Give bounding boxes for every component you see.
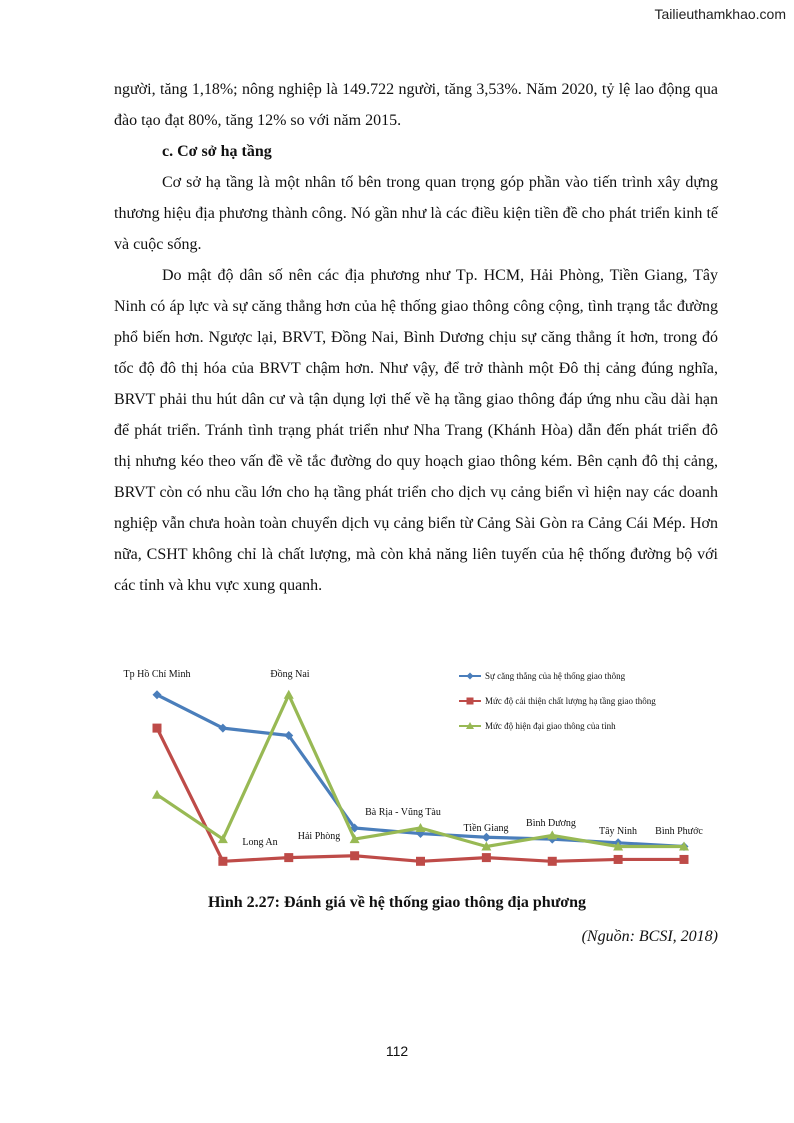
data-point	[153, 724, 162, 733]
category-label: Đồng Nai	[270, 669, 310, 680]
category-label: Long An	[242, 837, 278, 848]
data-point	[284, 690, 294, 699]
data-point	[482, 833, 491, 842]
figure-caption: Hình 2.27: Đánh giá về hệ thống giao thông địa phương	[207, 894, 587, 911]
paragraph-infrastructure-intro: Cơ sở hạ tầng là một nhân tố bên trong quan trọng góp phần vào tiến trình xây dựng thương hiệu địa phương thành công. Nó gần như là các điều kiện tiền đề cho phát triển kinh tế và cuộc sống.	[114, 174, 718, 253]
data-point	[350, 851, 359, 860]
data-point	[614, 855, 623, 864]
legend-label: Mức độ cải thiện chất lượng hạ tầng giao thông	[485, 696, 656, 706]
category-label: Tây Ninh	[598, 826, 638, 837]
category-label: Tiền Giang	[463, 823, 509, 834]
data-point	[482, 853, 491, 862]
data-point	[218, 857, 227, 866]
traffic-evaluation-chart	[114, 655, 718, 885]
chart-svg	[114, 655, 718, 885]
document-body	[114, 74, 718, 601]
data-point	[152, 790, 162, 799]
watermark: Tailieuthamkhao.com	[654, 6, 786, 22]
category-label: Hải Phòng	[297, 831, 341, 842]
data-point	[416, 857, 425, 866]
category-label: Tp Hồ Chí Minh	[123, 669, 191, 680]
figure-source: (Nguồn: BCSI, 2018)	[581, 928, 718, 945]
legend-marker	[467, 673, 474, 680]
data-point	[548, 857, 557, 866]
section-heading: c. Cơ sở hạ tầng	[162, 143, 272, 160]
legend-label: Sự căng thẳng của hệ thống giao thông	[485, 671, 626, 681]
category-label: Bình Dương	[526, 818, 576, 829]
category-label: Bình Phước	[655, 826, 703, 837]
paragraph-traffic-analysis: Do mật độ dân số nên các địa phương như Tp. HCM, Hải Phòng, Tiền Giang, Tây Ninh có áp lực và sự căng thẳng hơn của hệ thống giao thông công cộng, tình trạng tắc đường phổ biến hơn. Ngược lại, BRVT, Đồng Nai, Bình Dương chịu sự căng thẳng ít hơn, trong đó tốc độ đô thị hóa của BRVT chậm hơn. Như vậy, để trở thành một Đô thị cảng đúng nghĩa, BRVT phải thu hút dân cư và tận dụng lợi thế về hạ tầng giao thông đáp ứng nhu cầu dài hạn để phát triển. Tránh tình trạng phát triển như Nha Trang (Khánh Hòa) dẫn đến phát triển đô thị nhưng kéo theo vấn đề về tắc đường do quy hoạch giao thông kém. Bên cạnh đô thị cảng, BRVT còn có nhu cầu lớn cho hạ tầng phát triển cho dịch vụ cảng biển vì hiện nay các doanh nghiệp vẫn chưa hoàn toàn chuyển dịch vụ cảng biển từ Cảng Sài Gòn ra Cảng Cái Mép. Hơn nữa, CSHT không chỉ là chất lượng, mà còn khả năng liên tuyến của hệ thống đường bộ với các tỉnh và khu vực xung quanh.	[114, 267, 718, 594]
category-label: Bà Rịa - Vũng Tàu	[365, 807, 441, 818]
page-number: 112	[385, 1043, 409, 1059]
paragraph-continuation: người, tăng 1,18%; nông nghiệp là 149.722 người, tăng 3,53%. Năm 2020, tỷ lệ lao động qua đào tạo đạt 80%, tăng 12% so với năm 2015.	[114, 81, 718, 129]
chart-legend	[459, 671, 656, 731]
data-point	[680, 855, 689, 864]
data-point	[284, 853, 293, 862]
legend-marker	[467, 698, 474, 705]
legend-label: Mức độ hiện đại giao thông của tỉnh	[485, 721, 616, 731]
